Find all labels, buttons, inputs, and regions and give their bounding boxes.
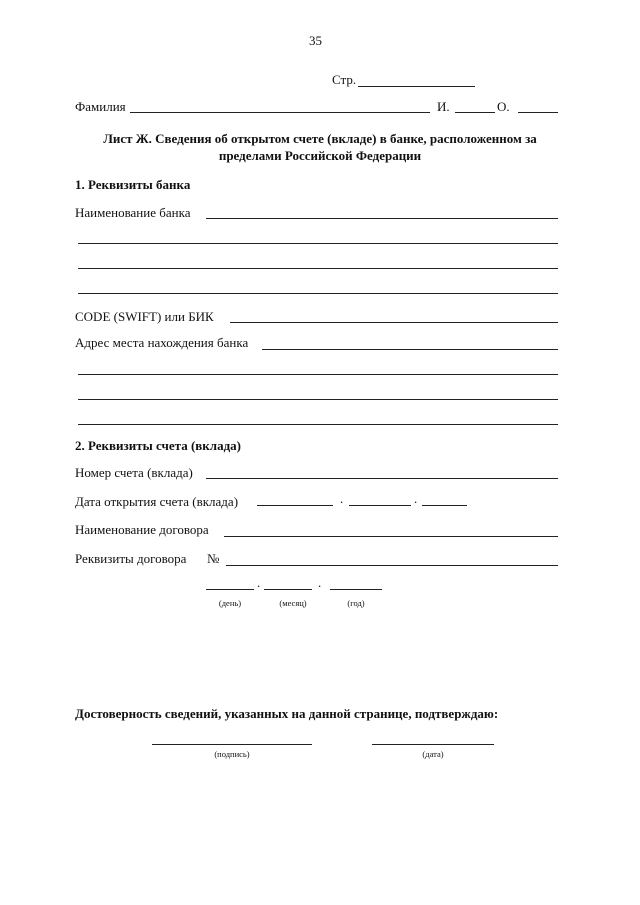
swift-field[interactable] xyxy=(230,322,558,323)
open-date-month-field[interactable] xyxy=(349,505,411,506)
surname-field[interactable] xyxy=(130,112,430,113)
contract-name-label: Наименование договора xyxy=(75,522,209,537)
bank-name-field-line4[interactable] xyxy=(78,293,558,294)
account-number-label: Номер счета (вклада) xyxy=(75,465,193,480)
signature-field[interactable] xyxy=(152,744,312,745)
confirmation-text: Достоверность сведений, указанных на данной странице, подтверждаю: xyxy=(75,706,499,721)
bank-address-field-line2[interactable] xyxy=(78,374,558,375)
contract-date-day-field[interactable] xyxy=(206,589,254,590)
bank-address-label: Адрес места нахождения банка xyxy=(75,335,249,350)
contract-number-field[interactable] xyxy=(226,565,558,566)
contract-date-separator-1: . xyxy=(257,575,261,590)
open-date-label: Дата открытия счета (вклада) xyxy=(75,494,239,509)
sheet-title-line1: Лист Ж. Сведения об открытом счете (вкладе) в банке, расположенном за xyxy=(103,131,537,146)
bank-address-field-line3[interactable] xyxy=(78,399,558,400)
bank-name-field-line2[interactable] xyxy=(78,243,558,244)
page-label: Стр. xyxy=(332,72,357,87)
open-date-day-field[interactable] xyxy=(257,505,333,506)
bank-address-field-line4[interactable] xyxy=(78,424,558,425)
bank-name-field-line3[interactable] xyxy=(78,268,558,269)
contract-date-year-field[interactable] xyxy=(330,589,382,590)
open-date-separator-1: . xyxy=(340,491,344,506)
surname-label: Фамилия xyxy=(75,99,126,114)
sheet-title-line2: пределами Российской Федерации xyxy=(218,148,422,163)
open-date-year-field[interactable] xyxy=(422,505,467,506)
bank-section-heading: 1. Реквизиты банка xyxy=(75,177,191,192)
number-sign: № xyxy=(207,551,220,566)
bank-address-field[interactable] xyxy=(262,349,558,350)
contract-date-month-field[interactable] xyxy=(264,589,312,590)
contract-date-separator-2: . xyxy=(318,575,322,590)
signature-date-caption: (дата) xyxy=(422,749,444,759)
initial-patronymic-label: О. xyxy=(497,99,510,114)
page-number: 35 xyxy=(309,33,322,48)
open-date-separator-2: . xyxy=(414,491,418,506)
contract-details-label: Реквизиты договора xyxy=(75,551,187,566)
month-caption: (месяц) xyxy=(279,598,307,608)
signature-date-field[interactable] xyxy=(372,744,494,745)
year-caption: (год) xyxy=(347,598,365,608)
initial-patronymic-field[interactable] xyxy=(518,112,558,113)
initial-first-label: И. xyxy=(437,99,450,114)
bank-name-label: Наименование банка xyxy=(75,205,191,220)
signature-caption: (подпись) xyxy=(214,749,250,759)
bank-name-field[interactable] xyxy=(206,218,558,219)
contract-name-field[interactable] xyxy=(224,536,558,537)
initial-first-field[interactable] xyxy=(455,112,495,113)
account-number-field[interactable] xyxy=(206,478,558,479)
account-section-heading: 2. Реквизиты счета (вклада) xyxy=(75,438,241,453)
day-caption: (день) xyxy=(218,598,242,608)
page-number-field[interactable] xyxy=(358,86,475,87)
swift-label: CODE (SWIFT) или БИК xyxy=(75,309,214,324)
